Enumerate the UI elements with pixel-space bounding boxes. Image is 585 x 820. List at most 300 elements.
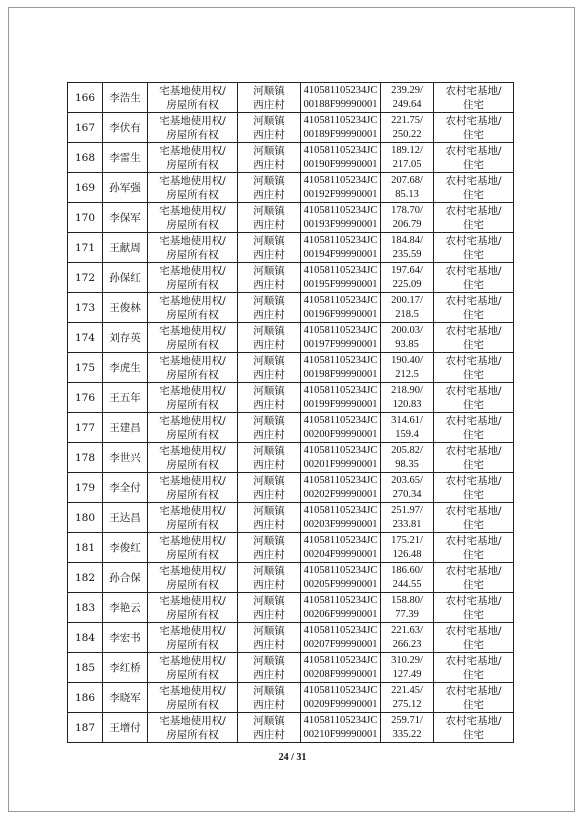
right-type-line: 宅基地使用权/ <box>159 414 226 427</box>
usage-line: 农村宅基地/ <box>445 174 502 187</box>
right-type-cell <box>148 683 238 713</box>
owner-name-cell: 王增付 <box>103 713 148 743</box>
usage-line: 农村宅基地/ <box>445 384 502 397</box>
unit-code-cell <box>301 533 381 563</box>
usage-cell <box>434 593 514 623</box>
right-type-line: 宅基地使用权/ <box>159 294 226 307</box>
location-line: 西庄村 <box>253 578 285 591</box>
area-cell <box>381 203 434 233</box>
usage-line: 农村宅基地/ <box>445 234 502 247</box>
unit-code-cell <box>301 113 381 143</box>
right-type-line: 宅基地使用权/ <box>159 534 226 547</box>
area-cell <box>381 83 434 113</box>
right-type-line: 宅基地使用权/ <box>159 354 226 367</box>
usage-line: 住宅 <box>463 428 484 441</box>
unit-code-line: 410581105234JC <box>303 294 378 306</box>
location-line: 西庄村 <box>253 158 285 171</box>
area-cell <box>381 413 434 443</box>
unit-code-cell <box>301 173 381 203</box>
location-line: 西庄村 <box>253 128 285 141</box>
usage-line: 住宅 <box>463 368 484 381</box>
area-line: 127.49 <box>392 668 422 680</box>
usage-line: 农村宅基地/ <box>445 114 502 127</box>
right-type-line: 房屋所有权 <box>166 488 219 501</box>
usage-cell <box>434 713 514 743</box>
area-line: 207.68/ <box>391 174 423 186</box>
right-type-cell <box>148 353 238 383</box>
location-line: 西庄村 <box>253 728 285 741</box>
area-cell <box>381 143 434 173</box>
right-type-cell <box>148 623 238 653</box>
usage-cell <box>434 143 514 173</box>
area-line: 197.64/ <box>391 264 423 276</box>
unit-code-cell <box>301 353 381 383</box>
usage-cell <box>434 323 514 353</box>
unit-code-line: 410581105234JC <box>303 84 378 96</box>
location-cell <box>238 143 301 173</box>
unit-code-line: 00190F99990001 <box>303 158 378 170</box>
location-cell <box>238 503 301 533</box>
right-type-cell <box>148 113 238 143</box>
table-row <box>68 623 514 653</box>
area-line: 221.75/ <box>391 114 423 126</box>
table-row <box>68 413 514 443</box>
row-number-cell: 185 <box>68 653 103 683</box>
table-row <box>68 173 514 203</box>
unit-code-line: 00192F99990001 <box>303 188 378 200</box>
location-cell <box>238 443 301 473</box>
location-line: 河顺镇 <box>253 234 285 247</box>
right-type-line: 房屋所有权 <box>166 668 219 681</box>
area-cell <box>381 653 434 683</box>
right-type-cell <box>148 563 238 593</box>
location-line: 河顺镇 <box>253 504 285 517</box>
usage-line: 住宅 <box>463 278 484 291</box>
right-type-line: 宅基地使用权/ <box>159 594 226 607</box>
unit-code-cell <box>301 473 381 503</box>
table-row <box>68 83 514 113</box>
usage-line: 农村宅基地/ <box>445 354 502 367</box>
owner-name-cell: 李世兴 <box>103 443 148 473</box>
page-number: 24 / 31 <box>278 752 307 763</box>
row-number-cell: 186 <box>68 683 103 713</box>
table-row <box>68 653 514 683</box>
location-line: 河顺镇 <box>253 84 285 97</box>
location-line: 河顺镇 <box>253 444 285 457</box>
usage-line: 农村宅基地/ <box>445 474 502 487</box>
location-line: 河顺镇 <box>253 294 285 307</box>
usage-line: 住宅 <box>463 488 484 501</box>
owner-name-cell: 李虎生 <box>103 353 148 383</box>
unit-code-cell <box>301 593 381 623</box>
owner-name-cell: 李全付 <box>103 473 148 503</box>
location-cell <box>238 383 301 413</box>
right-type-cell <box>148 503 238 533</box>
owner-name-cell: 李保军 <box>103 203 148 233</box>
usage-line: 住宅 <box>463 248 484 261</box>
table-row <box>68 323 514 353</box>
right-type-line: 宅基地使用权/ <box>159 504 226 517</box>
usage-cell <box>434 533 514 563</box>
usage-cell <box>434 653 514 683</box>
unit-code-line: 00204F99990001 <box>303 548 378 560</box>
location-line: 西庄村 <box>253 638 285 651</box>
area-line: 250.22 <box>392 128 422 140</box>
location-line: 河顺镇 <box>253 714 285 727</box>
right-type-cell <box>148 323 238 353</box>
unit-code-line: 00188F99990001 <box>303 98 378 110</box>
unit-code-cell <box>301 383 381 413</box>
unit-code-line: 00207F99990001 <box>303 638 378 650</box>
area-cell <box>381 473 434 503</box>
table-row <box>68 383 514 413</box>
usage-cell <box>434 263 514 293</box>
right-type-line: 房屋所有权 <box>166 428 219 441</box>
unit-code-line: 410581105234JC <box>303 384 378 396</box>
unit-code-line: 00198F99990001 <box>303 368 378 380</box>
table-row <box>68 293 514 323</box>
right-type-line: 房屋所有权 <box>166 248 219 261</box>
table-row <box>68 143 514 173</box>
area-cell <box>381 173 434 203</box>
area-line: 225.09 <box>392 278 422 290</box>
usage-line: 农村宅基地/ <box>445 564 502 577</box>
usage-line: 农村宅基地/ <box>445 444 502 457</box>
owner-name-cell: 王献周 <box>103 233 148 263</box>
area-cell <box>381 713 434 743</box>
right-type-line: 宅基地使用权/ <box>159 444 226 457</box>
usage-line: 农村宅基地/ <box>445 594 502 607</box>
unit-code-line: 00210F99990001 <box>303 728 378 740</box>
row-number-cell: 176 <box>68 383 103 413</box>
location-line: 河顺镇 <box>253 354 285 367</box>
unit-code-line: 410581105234JC <box>303 504 378 516</box>
right-type-line: 房屋所有权 <box>166 368 219 381</box>
location-line: 西庄村 <box>253 218 285 231</box>
location-cell <box>238 173 301 203</box>
records-table-body <box>68 83 514 743</box>
location-cell <box>238 413 301 443</box>
unit-code-line: 00208F99990001 <box>303 668 378 680</box>
unit-code-cell <box>301 143 381 173</box>
row-number-cell: 171 <box>68 233 103 263</box>
area-cell <box>381 503 434 533</box>
right-type-cell <box>148 533 238 563</box>
unit-code-cell <box>301 83 381 113</box>
right-type-cell <box>148 413 238 443</box>
right-type-line: 宅基地使用权/ <box>159 264 226 277</box>
row-number-cell: 173 <box>68 293 103 323</box>
location-line: 西庄村 <box>253 518 285 531</box>
area-cell <box>381 323 434 353</box>
owner-name-cell: 李晓军 <box>103 683 148 713</box>
location-line: 河顺镇 <box>253 204 285 217</box>
area-line: 206.79 <box>392 218 422 230</box>
location-line: 西庄村 <box>253 188 285 201</box>
right-type-line: 房屋所有权 <box>166 608 219 621</box>
usage-cell <box>434 413 514 443</box>
area-line: 186.60/ <box>391 564 423 576</box>
row-number-cell: 166 <box>68 83 103 113</box>
owner-name-cell: 李俊红 <box>103 533 148 563</box>
right-type-cell <box>148 173 238 203</box>
area-line: 77.39 <box>395 608 419 620</box>
area-line: 249.64 <box>392 98 422 110</box>
unit-code-line: 410581105234JC <box>303 264 378 276</box>
usage-line: 住宅 <box>463 398 484 411</box>
owner-name-cell: 李红桥 <box>103 653 148 683</box>
right-type-line: 宅基地使用权/ <box>159 384 226 397</box>
location-line: 西庄村 <box>253 428 285 441</box>
location-line: 河顺镇 <box>253 594 285 607</box>
row-number-cell: 183 <box>68 593 103 623</box>
area-line: 175.21/ <box>391 534 423 546</box>
location-cell <box>238 533 301 563</box>
usage-line: 住宅 <box>463 548 484 561</box>
row-number-cell: 184 <box>68 623 103 653</box>
area-cell <box>381 263 434 293</box>
right-type-cell <box>148 233 238 263</box>
usage-line: 农村宅基地/ <box>445 714 502 727</box>
unit-code-cell <box>301 503 381 533</box>
unit-code-line: 410581105234JC <box>303 324 378 336</box>
row-number-cell: 169 <box>68 173 103 203</box>
area-line: 239.29/ <box>391 84 423 96</box>
unit-code-cell <box>301 293 381 323</box>
unit-code-line: 410581105234JC <box>303 654 378 666</box>
owner-name-cell: 李浩生 <box>103 83 148 113</box>
area-line: 178.70/ <box>391 204 423 216</box>
usage-line: 住宅 <box>463 578 484 591</box>
unit-code-cell <box>301 323 381 353</box>
area-cell <box>381 293 434 323</box>
usage-line: 农村宅基地/ <box>445 294 502 307</box>
row-number-cell: 170 <box>68 203 103 233</box>
area-line: 221.45/ <box>391 684 423 696</box>
usage-cell <box>434 173 514 203</box>
unit-code-line: 00203F99990001 <box>303 518 378 530</box>
row-number-cell: 179 <box>68 473 103 503</box>
area-line: 310.29/ <box>391 654 423 666</box>
location-cell <box>238 263 301 293</box>
location-line: 河顺镇 <box>253 534 285 547</box>
usage-cell <box>434 293 514 323</box>
right-type-cell <box>148 593 238 623</box>
area-line: 120.83 <box>392 398 422 410</box>
row-number-cell: 177 <box>68 413 103 443</box>
unit-code-line: 00197F99990001 <box>303 338 378 350</box>
owner-name-cell: 孙保红 <box>103 263 148 293</box>
usage-line: 住宅 <box>463 638 484 651</box>
table-row <box>68 533 514 563</box>
owner-name-cell: 王五年 <box>103 383 148 413</box>
area-line: 221.63/ <box>391 624 423 636</box>
area-line: 189.12/ <box>391 144 423 156</box>
unit-code-line: 00206F99990001 <box>303 608 378 620</box>
unit-code-line: 410581105234JC <box>303 144 378 156</box>
area-line: 98.35 <box>395 458 419 470</box>
usage-cell <box>434 383 514 413</box>
location-line: 西庄村 <box>253 488 285 501</box>
records-table <box>67 82 514 743</box>
right-type-cell <box>148 263 238 293</box>
owner-name-cell: 王俊林 <box>103 293 148 323</box>
usage-line: 住宅 <box>463 458 484 471</box>
usage-line: 住宅 <box>463 338 484 351</box>
usage-cell <box>434 83 514 113</box>
right-type-line: 宅基地使用权/ <box>159 654 226 667</box>
right-type-line: 宅基地使用权/ <box>159 204 226 217</box>
usage-line: 住宅 <box>463 218 484 231</box>
right-type-line: 宅基地使用权/ <box>159 84 226 97</box>
location-line: 西庄村 <box>253 458 285 471</box>
location-cell <box>238 683 301 713</box>
unit-code-cell <box>301 413 381 443</box>
location-line: 西庄村 <box>253 548 285 561</box>
area-line: 159.4 <box>395 428 419 440</box>
area-line: 266.23 <box>392 638 422 650</box>
unit-code-line: 410581105234JC <box>303 624 378 636</box>
table-row <box>68 233 514 263</box>
area-line: 190.40/ <box>391 354 423 366</box>
usage-cell <box>434 563 514 593</box>
unit-code-line: 00201F99990001 <box>303 458 378 470</box>
row-number-cell: 175 <box>68 353 103 383</box>
area-line: 218.5 <box>395 308 419 320</box>
location-line: 河顺镇 <box>253 414 285 427</box>
usage-line: 住宅 <box>463 308 484 321</box>
unit-code-line: 410581105234JC <box>303 474 378 486</box>
table-row <box>68 593 514 623</box>
usage-line: 农村宅基地/ <box>445 624 502 637</box>
area-line: 270.34 <box>392 488 422 500</box>
location-line: 河顺镇 <box>253 114 285 127</box>
location-line: 河顺镇 <box>253 654 285 667</box>
location-line: 河顺镇 <box>253 684 285 697</box>
usage-line: 农村宅基地/ <box>445 654 502 667</box>
area-line: 233.81 <box>392 518 422 530</box>
right-type-line: 宅基地使用权/ <box>159 684 226 697</box>
location-cell <box>238 623 301 653</box>
right-type-line: 宅基地使用权/ <box>159 114 226 127</box>
right-type-cell <box>148 203 238 233</box>
right-type-line: 宅基地使用权/ <box>159 324 226 337</box>
location-cell <box>238 593 301 623</box>
location-line: 西庄村 <box>253 248 285 261</box>
right-type-cell <box>148 713 238 743</box>
row-number-cell: 174 <box>68 323 103 353</box>
usage-line: 农村宅基地/ <box>445 504 502 517</box>
unit-code-line: 410581105234JC <box>303 204 378 216</box>
usage-line: 农村宅基地/ <box>445 144 502 157</box>
usage-line: 住宅 <box>463 668 484 681</box>
location-line: 河顺镇 <box>253 624 285 637</box>
unit-code-cell <box>301 683 381 713</box>
right-type-line: 宅基地使用权/ <box>159 144 226 157</box>
right-type-line: 房屋所有权 <box>166 548 219 561</box>
usage-cell <box>434 113 514 143</box>
area-line: 126.48 <box>392 548 422 560</box>
right-type-line: 房屋所有权 <box>166 188 219 201</box>
table-row <box>68 113 514 143</box>
usage-line: 住宅 <box>463 608 484 621</box>
location-line: 西庄村 <box>253 668 285 681</box>
usage-cell <box>434 623 514 653</box>
area-line: 205.82/ <box>391 444 423 456</box>
location-cell <box>238 323 301 353</box>
right-type-line: 房屋所有权 <box>166 698 219 711</box>
right-type-line: 宅基地使用权/ <box>159 624 226 637</box>
unit-code-line: 00189F99990001 <box>303 128 378 140</box>
right-type-line: 房屋所有权 <box>166 638 219 651</box>
location-cell <box>238 473 301 503</box>
unit-code-line: 00195F99990001 <box>303 278 378 290</box>
unit-code-line: 410581105234JC <box>303 354 378 366</box>
unit-code-cell <box>301 203 381 233</box>
area-cell <box>381 563 434 593</box>
owner-name-cell: 王达昌 <box>103 503 148 533</box>
table-row <box>68 683 514 713</box>
location-line: 河顺镇 <box>253 474 285 487</box>
location-line: 河顺镇 <box>253 174 285 187</box>
location-line: 西庄村 <box>253 398 285 411</box>
unit-code-cell <box>301 263 381 293</box>
location-line: 西庄村 <box>253 308 285 321</box>
usage-line: 农村宅基地/ <box>445 204 502 217</box>
right-type-line: 宅基地使用权/ <box>159 714 226 727</box>
owner-name-cell: 王建昌 <box>103 413 148 443</box>
right-type-line: 宅基地使用权/ <box>159 474 226 487</box>
unit-code-line: 410581105234JC <box>303 564 378 576</box>
area-cell <box>381 353 434 383</box>
unit-code-line: 00205F99990001 <box>303 578 378 590</box>
usage-line: 农村宅基地/ <box>445 264 502 277</box>
area-line: 200.03/ <box>391 324 423 336</box>
area-cell <box>381 593 434 623</box>
area-line: 93.85 <box>395 338 419 350</box>
location-line: 河顺镇 <box>253 564 285 577</box>
row-number-cell: 172 <box>68 263 103 293</box>
usage-cell <box>434 473 514 503</box>
area-cell <box>381 623 434 653</box>
location-line: 河顺镇 <box>253 324 285 337</box>
unit-code-line: 410581105234JC <box>303 174 378 186</box>
usage-line: 农村宅基地/ <box>445 684 502 697</box>
area-cell <box>381 233 434 263</box>
location-line: 河顺镇 <box>253 384 285 397</box>
unit-code-line: 00200F99990001 <box>303 428 378 440</box>
row-number-cell: 181 <box>68 533 103 563</box>
unit-code-line: 410581105234JC <box>303 714 378 726</box>
usage-line: 住宅 <box>463 728 484 741</box>
area-cell <box>381 443 434 473</box>
right-type-line: 房屋所有权 <box>166 398 219 411</box>
usage-line: 住宅 <box>463 158 484 171</box>
owner-name-cell: 李伏有 <box>103 113 148 143</box>
area-cell <box>381 383 434 413</box>
unit-code-line: 00209F99990001 <box>303 698 378 710</box>
location-cell <box>238 353 301 383</box>
usage-cell <box>434 203 514 233</box>
area-line: 335.22 <box>392 728 422 740</box>
location-line: 河顺镇 <box>253 264 285 277</box>
right-type-line: 房屋所有权 <box>166 458 219 471</box>
unit-code-line: 410581105234JC <box>303 534 378 546</box>
location-cell <box>238 233 301 263</box>
usage-cell <box>434 233 514 263</box>
area-cell <box>381 533 434 563</box>
unit-code-cell <box>301 233 381 263</box>
